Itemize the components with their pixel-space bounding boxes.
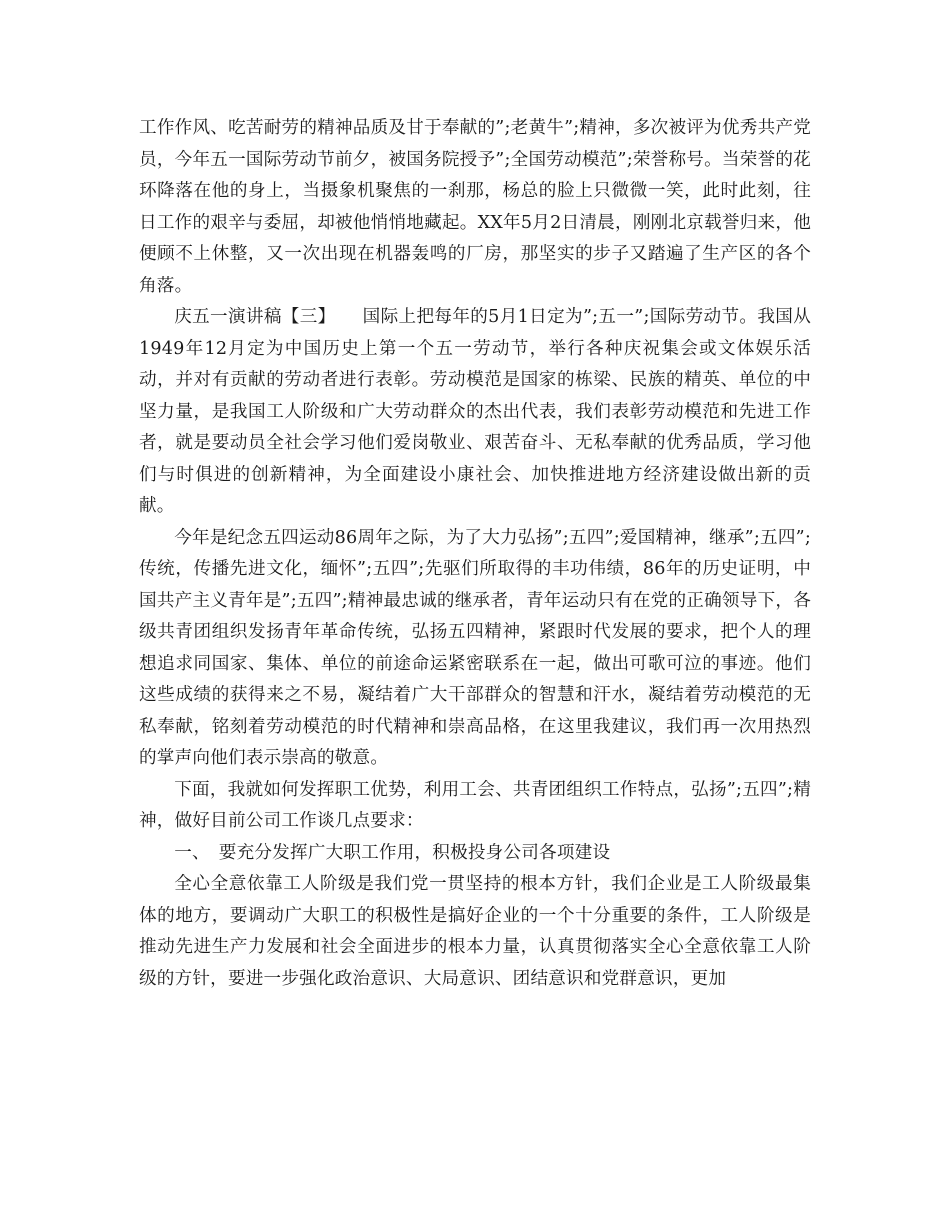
section-heading: 庆五一演讲稿【三】 [174,307,327,327]
paragraph-1: 工作作风、吃苦耐劳的精神品质及甘于奉献的”;老黄牛”;精神，多次被评为优秀共产党员，今年五一国际劳动节前夕，被国务院授予”;全国劳动模范”;荣誉称号。当荣誉的花环降落在他的身上，当摄象机聚焦的一刹那，杨总的脸上只微微一笑，此时此刻，往日工作的艰辛与委屈，却被他悄悄地藏起。XX年5月2日清晨，刚刚北京载誉归来，他便顾不上休整，又一次出现在机器轰鸣的厂房，那坚实的步子又踏遍了生产区的各个角落。 [139,118,811,296]
paragraph-2 [139,302,811,523]
paragraph-2-text: 国际上把每年的5月1日定为”;五一”;国际劳动节。我国从1949年12月定为中国历史上第一个五一劳动节，举行各种庆祝集会或文体娱乐活动，并对有贡献的劳动者进行表彰。劳动模范是国家的栋梁、民族的精英、单位的中坚力量，是我国工人阶级和广大劳动群众的杰出代表，我们表彰劳动模范和先进工作者，就是要动员全社会学习他们爱岗敬业、艰苦奋斗、无私奉献的优秀品质，学习他们与时俱进的创新精神，为全面建设小康社会、加快推进地方经济建设做出新的贡献。 [139,307,811,516]
heading-spacer [327,307,363,327]
paragraph-5-heading: 一、 要充分发挥广大职工作用，积极投身公司各项建设 [174,842,611,863]
paragraph-6: 全心全意依靠工人阶级是我们党一贯坚持的根本方针，我们企业是工人阶级最集体的地方，要调动广大职工的积极性是搞好企业的一个十分重要的条件，工人阶级是推动先进生产力发展和社会全面进步的根本力量，认真贯彻落实全心全意依靠工人阶级的方针，要进一步强化政治意识、大局意识、团结意识和党群意识，更加 [139,874,811,989]
paragraph-4: 下面，我就如何发挥职工优势，利用工会、共青团组织工作特点，弘扬”;五四”;精神，做好目前公司工作谈几点要求： [139,779,811,831]
paragraph-3: 今年是纪念五四运动86周年之际，为了大力弘扬”;五四”;爱国精神，继承”;五四”;传统，传播先进文化，缅怀”;五四”;先驱们所取得的丰功伟绩，86年的历史证明，中国共产主义青年是”;五四”;精神最忠诚的继承者，青年运动只有在党的正确领导下，各级共青团组织发扬青年革命传统，弘扬五四精神，紧跟时代发展的要求，把个人的理想追求同国家、集体、单位的前途命运紧密联系在一起，做出可歌可泣的事迹。他们这些成绩的获得来之不易，凝结着广大干部群众的智慧和汗水，凝结着劳动模范的无私奉献，铭刻着劳动模范的时代精神和崇高品格，在这里我建议，我们再一次用热烈的掌声向他们表示崇高的敬意。 [139,527,811,768]
document-body [139,113,811,995]
